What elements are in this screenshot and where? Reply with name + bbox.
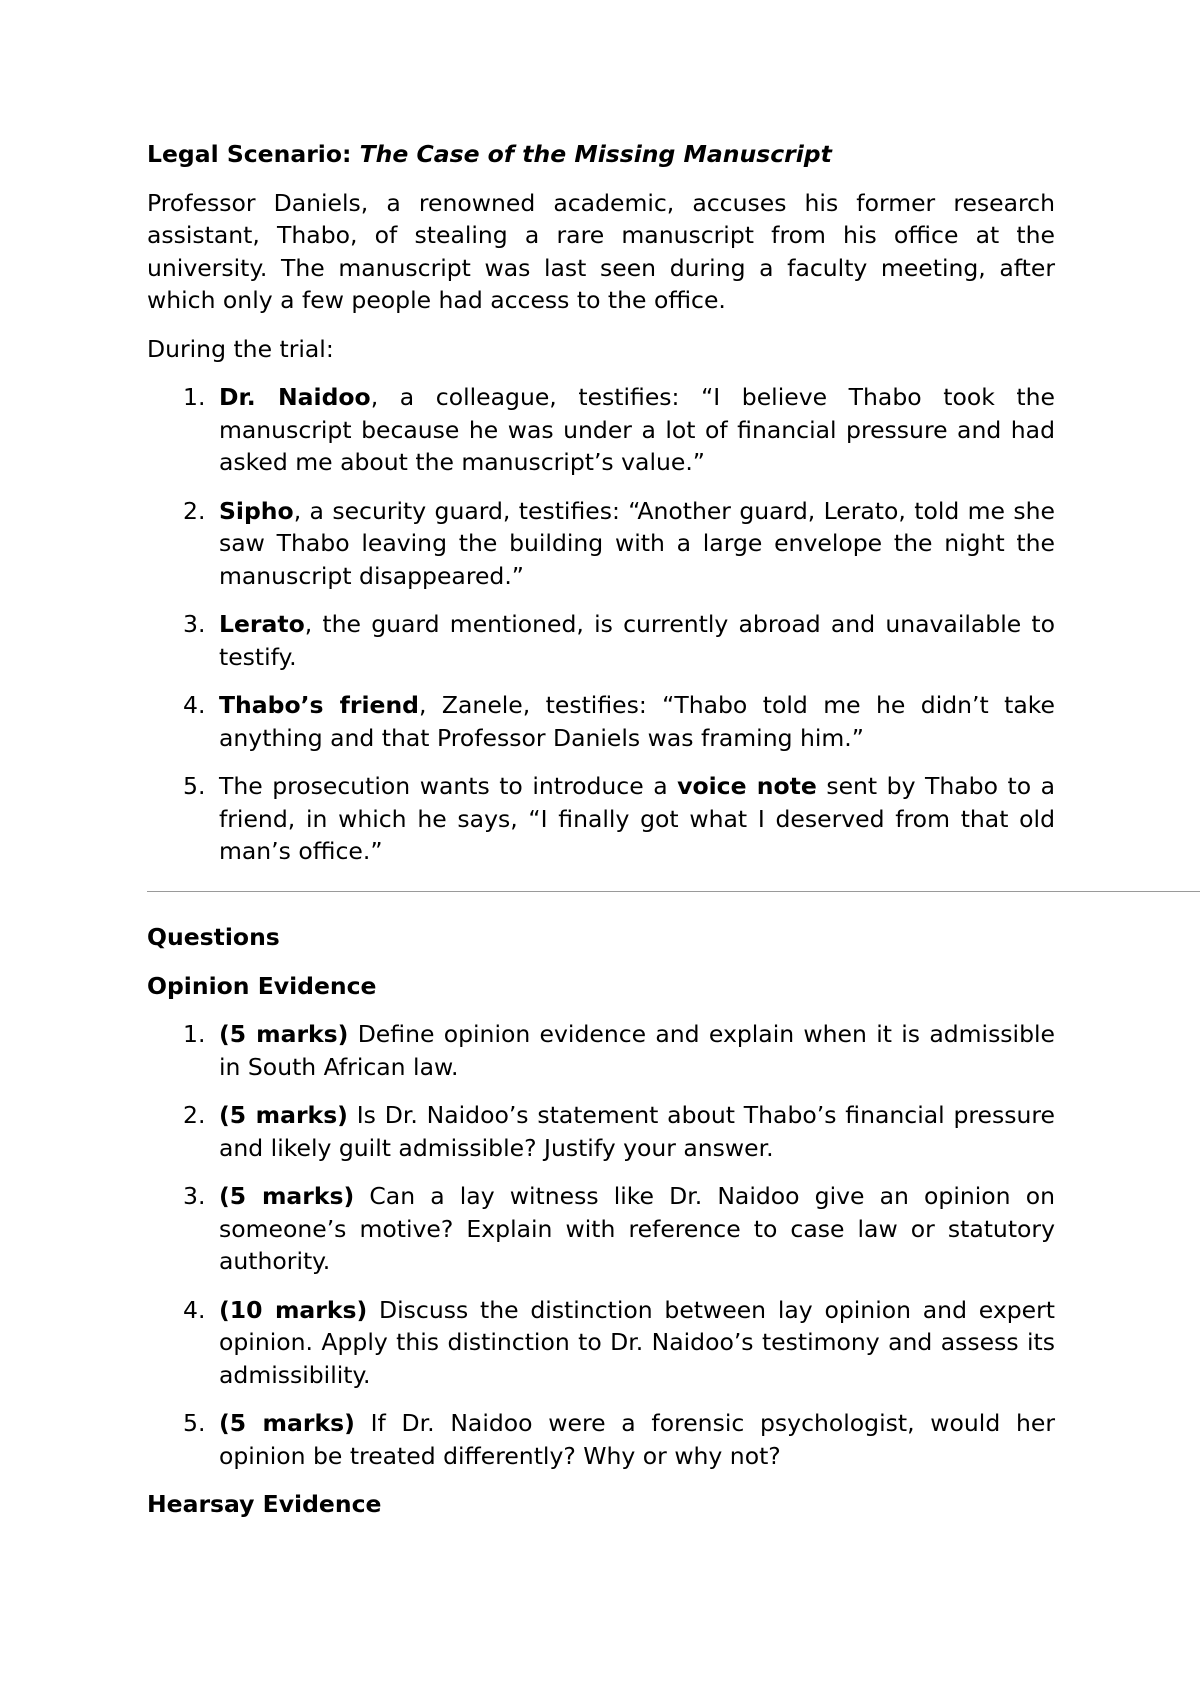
trial-item [147,495,1055,593]
question-item [147,1180,1055,1278]
question-item [147,1018,1055,1083]
question-marks: (10 marks) [219,1295,368,1324]
question-marks: (5 marks) [219,1020,349,1048]
trial-item-subject: Sipho [219,496,294,525]
question-marks: (5 marks) [219,1101,348,1129]
questions-section [147,921,1055,1537]
question-number: 5. [183,1409,206,1437]
trial-item-number: 5. [183,772,206,800]
question-marks: (5 marks) [219,1182,355,1210]
question-item [147,1294,1055,1392]
trial-item [147,381,1055,479]
trial-item-text: , a colleague, testifies: “I believe Thabo took the manuscript because he was under a lot of financial pressure and had asked me about the manuscript’s value.” [219,383,1055,476]
scenario-title-italic: The Case of the Missing Manuscript [359,140,832,168]
trial-item-subject: Thabo’s friend [219,691,420,719]
question-text: If Dr. Naidoo were a forensic psychologist, would her opinion be treated differently? Why or why not? [219,1409,1055,1470]
trial-item-text: , Zanele, testifies: “Thabo told me he didn’t take anything and that Professor Daniels was framing him.” [219,691,1055,752]
trial-item-number: 1. [183,383,206,411]
question-number: 1. [183,1020,206,1048]
trial-item-number: 2. [183,496,206,525]
scenario-intro: Professor Daniels, a renowned academic, accuses his former research assistant, Thabo, of stealing a rare manuscript from his office at the university. The manuscript was last seen during a faculty meeting, after which only a few people had access to the office. [147,188,1055,314]
question-item [147,1099,1055,1164]
scenario-title-prefix: Legal Scenario: [147,140,360,168]
trial-label: During the trial: [147,334,334,363]
question-item [147,1407,1055,1472]
trial-item-text: , the guard mentioned, is currently abroad and unavailable to testify. [219,610,1055,671]
scenario-section [147,138,1055,884]
question-marks: (5 marks) [219,1409,355,1437]
trial-item-number: 3. [183,610,206,638]
trial-item-text: sent by Thabo to a friend, in which he says, “I finally got what I deserved from that old man’s office.” [219,772,1055,865]
trial-item-text: , a security guard, testifies: “Another guard, Lerato, told me she saw Thabo leaving the building with a large envelope the night the manuscript disappeared.” [219,496,1055,590]
trial-item-subject: voice note [677,772,817,800]
section-divider [147,891,1200,892]
trial-item-subject: Lerato [219,610,305,638]
trial-list [147,381,1055,868]
trial-item-subject: Dr. Naidoo [219,383,371,411]
trial-item [147,770,1055,868]
question-number: 2. [183,1101,206,1129]
question-number: 3. [183,1182,206,1210]
trial-item [147,608,1055,673]
trial-item [147,689,1055,754]
question-text: Can a lay witness like Dr. Naidoo give an opinion on someone’s motive? Explain with reference to case law or statutory authority. [219,1182,1055,1275]
hearsay-evidence-heading: Hearsay Evidence [147,1490,382,1518]
trial-item-number: 4. [183,691,206,719]
opinion-evidence-heading: Opinion Evidence [147,971,377,1000]
question-text: Discuss the distinction between lay opinion and expert opinion. Apply this distinction to Dr. Naidoo’s testimony and assess its admissibility. [219,1295,1055,1389]
scenario-title [147,138,1055,171]
question-list [147,1018,1055,1472]
trial-item-pre: The prosecution wants to introduce a [219,772,678,800]
questions-heading: Questions [147,923,280,951]
question-text: Is Dr. Naidoo’s statement about Thabo’s financial pressure and likely guilt admissible? Justify your answer. [219,1101,1055,1162]
question-number: 4. [183,1295,206,1324]
question-text: Define opinion evidence and explain when it is admissible in South African law. [219,1020,1055,1081]
